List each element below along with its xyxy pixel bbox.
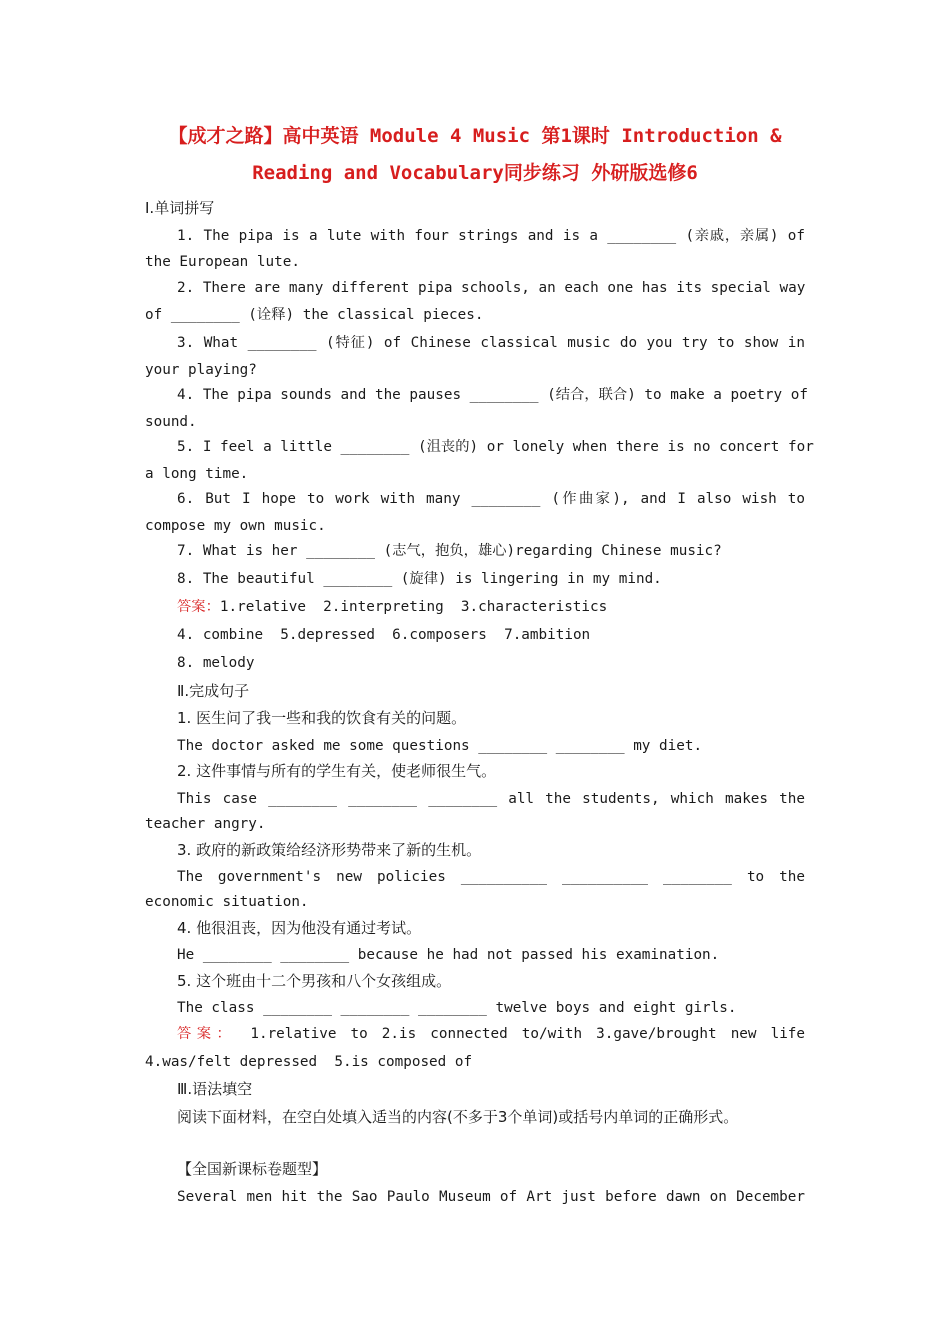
- s3-instruction: 阅读下面材料，在空白处填入适当的内容(不多于3个单词)或括号内单词的正确形式。: [177, 1108, 739, 1126]
- s1-answer-text-1: 1.relative 2.interpreting 3.characteristics: [219, 599, 608, 615]
- s1-item-5-line-1: 5. I feel a little ________ (沮丧的) or lonely when there is no concert for: [177, 439, 814, 455]
- s1-answer-line-1: [177, 597, 607, 617]
- s2-item-4-cn: 4. 他很沮丧，因为他没有通过考试。: [177, 919, 422, 937]
- s2-item-2-cn: 2. 这件事情与所有的学生有关，使老师很生气。: [177, 762, 497, 780]
- s1-item-6-line-1: 6. But I hope to work with many ________ (作曲家), and I also wish to: [177, 491, 805, 507]
- document-title-line-2: Reading and Vocabulary同步练习 外研版选修6: [252, 162, 698, 184]
- s1-item-4-line-2: sound.: [145, 414, 197, 430]
- s1-answer-line-2: 4. combine 5.depressed 6.composers 7.ambition: [177, 627, 591, 643]
- s1-item-4-line-1: 4. The pipa sounds and the pauses ________ (结合，联合) to make a poetry of: [177, 387, 808, 403]
- s1-item-3-line-2: your playing?: [145, 362, 257, 378]
- section-3-heading: Ⅲ.语法填空: [177, 1080, 253, 1098]
- s2-item-5-cn: 5. 这个班由十二个男孩和八个女孩组成。: [177, 972, 452, 990]
- s3-passage-start: Several men hit the Sao Paulo Museum of Art just before dawn on December: [177, 1189, 805, 1205]
- s1-item-2-line-1: 2. There are many different pipa schools, an each one has its special way: [177, 280, 806, 296]
- document-title-line-1: 【成才之路】高中英语 Module 4 Music 第1课时 Introduction &: [168, 125, 782, 147]
- s1-item-1-line-1: 1. The pipa is a lute with four strings and is a ________ (亲戚，亲属) of: [177, 228, 805, 244]
- s2-item-4-en: He ________ ________ because he had not passed his examination.: [177, 947, 720, 963]
- s2-item-1-en: The doctor asked me some questions ________ ________ my diet.: [177, 738, 703, 754]
- s1-item-7: 7. What is her ________ (志气，抱负，雄心)regarding Chinese music?: [177, 543, 722, 559]
- s2-answer-line-2: 4.was/felt depressed 5.is composed of: [145, 1054, 473, 1070]
- s1-item-3-line-1: 3. What ________ (特征) of Chinese classical music do you try to show in: [177, 335, 805, 351]
- s1-item-5-line-2: a long time.: [145, 466, 249, 482]
- s2-item-3-en: The government's new policies __________ __________ ________ to the: [177, 869, 805, 885]
- s1-answer-label: 答案：: [177, 599, 220, 615]
- s2-answer-text-1: 1.relative to 2.is connected to/with 3.gave/brought new life: [250, 1026, 806, 1042]
- s2-item-5-en: The class ________ ________ ________ twelve boys and eight girls.: [177, 1000, 737, 1016]
- s2-item-2-en-line-2: teacher angry.: [145, 816, 266, 832]
- s1-answer-line-3: 8. melody: [177, 655, 255, 671]
- s2-item-3-cn: 3. 政府的新政策给经济形势带来了新的生机。: [177, 841, 482, 859]
- s2-answer-label: 答案：: [177, 1026, 237, 1042]
- s1-item-2-line-2: of ________ (诠释) the classical pieces.: [145, 307, 484, 323]
- s3-tag: 【全国新课标卷题型】: [177, 1160, 328, 1178]
- section-1-heading: I.单词拼写: [145, 199, 215, 217]
- s1-item-6-line-2: compose my own music.: [145, 518, 326, 534]
- s2-item-3-en-line-2: economic situation.: [145, 894, 309, 910]
- s2-item-1-cn: 1. 医生问了我一些和我的饮食有关的问题。: [177, 709, 467, 727]
- s2-item-2-en: This case ________ ________ ________ all the students, which makes the: [177, 791, 805, 807]
- section-2-heading: Ⅱ.完成句子: [177, 682, 250, 700]
- s2-answer-line-1: [177, 1024, 805, 1044]
- s1-item-1-line-2: the European lute.: [145, 254, 300, 270]
- s1-item-8: 8. The beautiful ________ (旋律) is lingering in my mind.: [177, 571, 662, 587]
